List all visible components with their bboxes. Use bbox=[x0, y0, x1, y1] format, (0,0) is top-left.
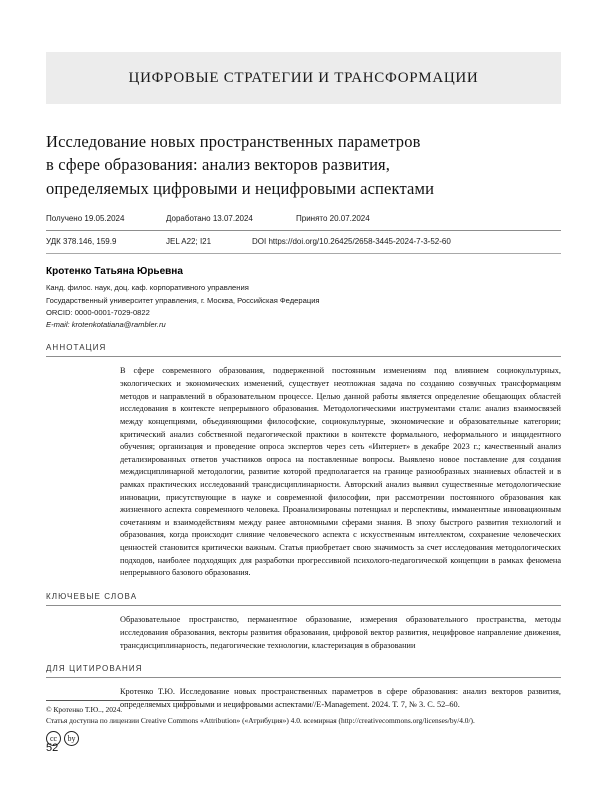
author-name: Кротенко Татьяна Юрьевна bbox=[46, 266, 183, 278]
citation-text: Кротенко Т.Ю. Исследование новых пространственных параметров в сфере образования: анализ векторов развития, определяемых цифровыми и нецифровыми аспектами//E-Management. 2024. Т. 7, № 3. С. 52–60. bbox=[120, 687, 561, 710]
divider-after-dates bbox=[46, 230, 561, 231]
section-band bbox=[46, 52, 561, 104]
author-degree: Канд. филос. наук, доц. каф. корпоративного управления bbox=[46, 283, 249, 293]
doi-link[interactable]: DOI https://doi.org/10.26425/2658-3445-2024-7-3-52-60 bbox=[252, 237, 451, 247]
date-accepted: Принято 20.07.2024 bbox=[296, 214, 370, 224]
divider-citation bbox=[46, 677, 561, 678]
license-line[interactable]: Статья доступна по лицензии Creative Commons «Attribution» («Атрибуция») 4.0. всемирная (http://creativecommons.org/licenses/by/4.0/). bbox=[46, 715, 475, 725]
date-received: Получено 19.05.2024 bbox=[46, 214, 125, 224]
keywords-label: КЛЮЧЕВЫЕ СЛОВА bbox=[46, 591, 138, 601]
citation-label: ДЛЯ ЦИТИРОВАНИЯ bbox=[46, 664, 143, 674]
cc-icon: cc bbox=[46, 731, 61, 746]
footer-divider bbox=[46, 700, 196, 701]
page-footer bbox=[46, 700, 561, 746]
author-affiliation: Государственный университет управления, г. Москва, Российская Федерация bbox=[46, 295, 320, 305]
date-revised: Доработано 13.07.2024 bbox=[166, 214, 253, 224]
divider-after-identifiers bbox=[46, 253, 561, 254]
abstract-block bbox=[120, 365, 561, 579]
jel-code: JEL A22; I21 bbox=[166, 237, 212, 247]
cc-by-icon: by bbox=[64, 731, 79, 746]
title-line-2: в сфере образования: анализ векторов развития, bbox=[46, 155, 391, 175]
section-band-label: ЦИФРОВЫЕ СТРАТЕГИИ И ТРАНСФОРМАЦИИ bbox=[128, 69, 479, 86]
page-number: 52 bbox=[46, 742, 59, 754]
keywords-block bbox=[120, 614, 561, 653]
title-line-1: Исследование новых пространственных параметров bbox=[46, 132, 421, 151]
divider-abstract bbox=[46, 356, 561, 357]
title-line-3: определяемых цифровыми и нецифровыми аспектами bbox=[46, 178, 435, 198]
abstract-label: АННОТАЦИЯ bbox=[46, 343, 107, 353]
author-details bbox=[46, 282, 561, 331]
page-content bbox=[46, 0, 561, 800]
dates-row bbox=[46, 214, 561, 223]
divider-keywords bbox=[46, 605, 561, 606]
abstract-text: В сфере современного образования, подверженной постоянным изменениям под влиянием социокультурных, экологических и экономических изменений, существует неотложная задача по созданию созвучных трансформациям методов и направлений в образовательном процессе. Целью данной работы является определение обещающих областей исследования в контексте непрерывного образования. Методологическими инструментами стали: анализ взаимосвязей между концепциями, объединяющими философские, социокультурные, экономические и образовательные категории; критический анализ собственной педагогической практики в контексте формального, неформального и инцидентного обучения; организация и проведение опроса экспертов через сеть «Интернет» в декабре 2023 г.; качественный анализ детализированных ответов участников опроса на поставленные вопросы. Выявлено новое поставление для создания междисциплинарной методологии, развитие которой предполагается на границе разнообразных знаниевых областей и в рамках практических исследований трансдисциплинарности. Авторский анализ выявил существенные методологические инновации, присутствующие в науке и современной философии, при рассмотрении постоянного образования как жизненного аспекта современного человека. Проанализированы потенциал и перспективы, имманентные инновационным сочетаниям и взаимодействиям между ранее автономными сферами знания. В эпоху быстрого развития технологий и образования, когда происходит слияние человеческого аспекта с искусственным интеллектом, сохранение человеческих ценностей становится критически важным. Статья приобретает свою значимость за счет исследования методологических подходов, наиболее подходящих для разработки прогрессивной психолого-педагогической концепции в рамках феномена непрерывного базового образования. bbox=[120, 366, 561, 578]
creative-commons-badges bbox=[46, 731, 561, 746]
article-title bbox=[46, 130, 561, 200]
udk-code: УДК 378.146, 159.9 bbox=[46, 237, 117, 247]
author-email[interactable]: E-mail: krotenkotatiana@rambler.ru bbox=[46, 320, 166, 330]
copyright-line: © Кротенко Т.Ю.., 2024. bbox=[46, 705, 123, 714]
identifiers-row bbox=[46, 237, 561, 246]
keywords-text: Образовательное пространство, перманентное образование, измерения образовательного пространства, методы исследования образования, векторы развития образования, цифровой вектор развития, нецифровое направление движения, трансдисциплинарность, педагогические технологии, кластеризация в образовании bbox=[120, 614, 561, 650]
author-orcid[interactable]: ORCID: 0000-0001-7029-0822 bbox=[46, 307, 150, 317]
